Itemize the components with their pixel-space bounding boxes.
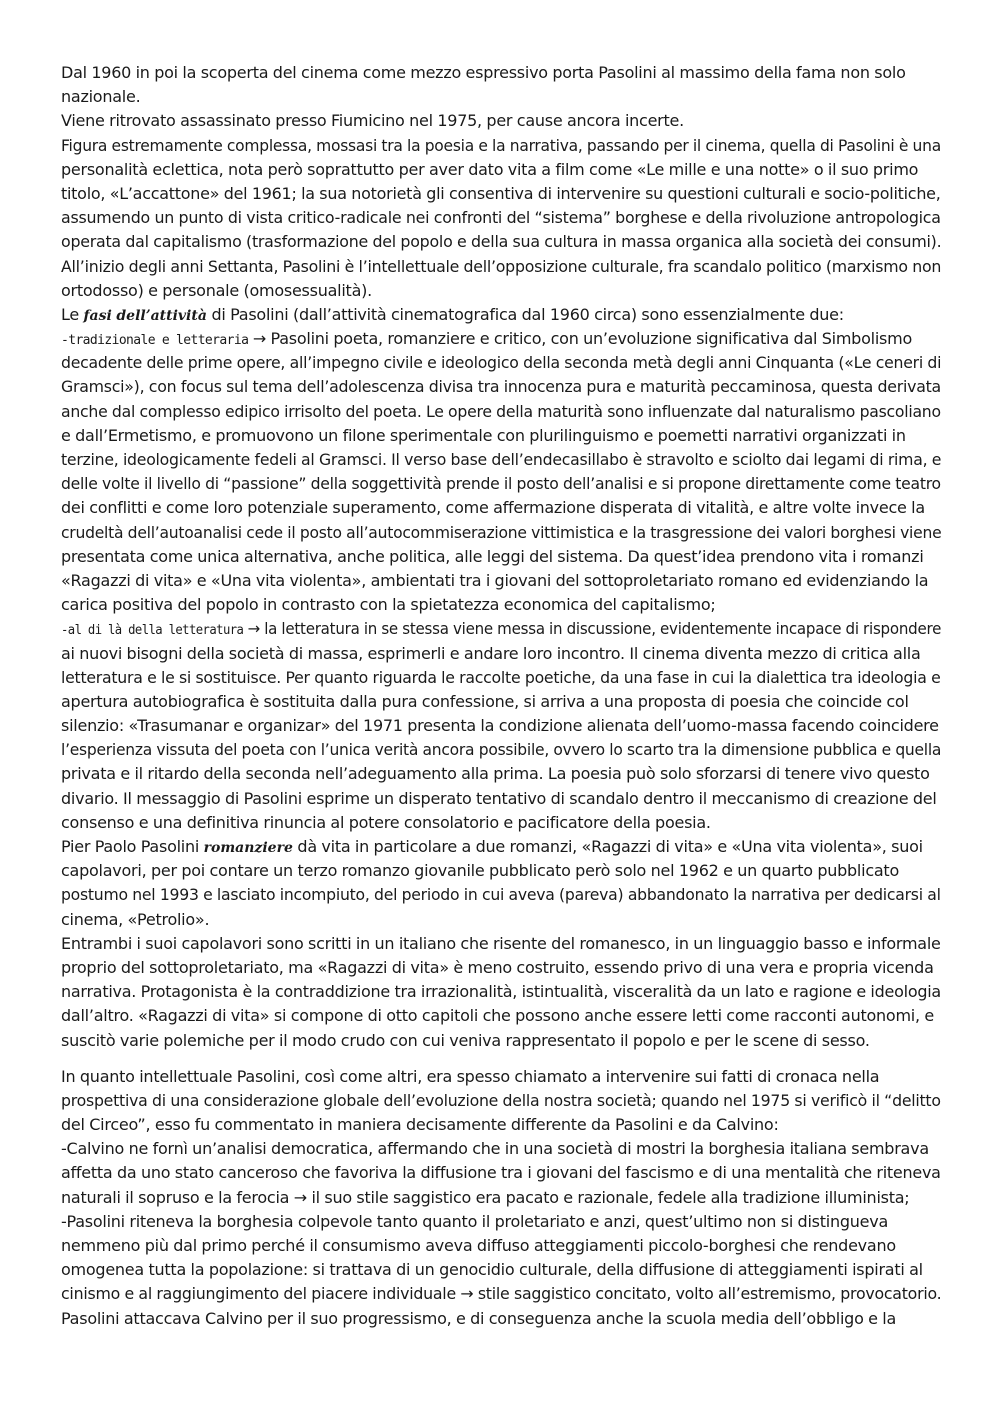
text-line: consenso e una definitiva rinuncia al potere consolatorio e pacificatore della poesia. bbox=[61, 812, 711, 832]
text-run: di Pasolini (dall’attività cinematografica dal 1960 circa) sono essenzialmente due: bbox=[206, 304, 844, 324]
text-line: -Pasolini riteneva la borghesia colpevole tanto quanto il proletariato e anzi, quest’ultimo non si distingueva bbox=[61, 1211, 889, 1231]
text-line: assumendo un punto di vista critico-radicale nei confronti del “sistema” borghese e della rivoluzione antropologica bbox=[61, 208, 941, 228]
text-line: personalità eclettica, nota però soprattutto per aver dato vita a film come «Le mille e una notte» o il suo primo bbox=[61, 159, 919, 179]
text-line: decadente delle prime opere, all’impegno civile e ideologico della seconda metà degli anni Cinquanta («Le ceneri di bbox=[61, 353, 942, 373]
line-fasi bbox=[61, 303, 941, 327]
text-line: divario. Il messaggio di Pasolini esprime un disperato tentativo di scandalo dentro il meccanismo di creazione del bbox=[61, 788, 937, 808]
text-line: privata e il ritardo della seconda nell’adeguamento alla prima. La poesia può solo sforzarsi di tenere vivo questo bbox=[61, 764, 930, 784]
text-run: dà vita in particolare a due romanzi, «Ragazzi di vita» e «Una vita violenta», suoi bbox=[292, 837, 923, 856]
text-line: capolavori, per poi contare un terzo romanzo giovanile pubblicato però solo nel 1962 e un quarto pubblicato bbox=[61, 861, 899, 881]
handwritten-heading-romanziere: romanziere bbox=[203, 840, 293, 856]
handwritten-heading-al-di-la: -al di là della letteratura bbox=[61, 623, 244, 639]
text-line: Pasolini attaccava Calvino per il suo progressismo, e di conseguenza anche la scuola media dell’obbligo e la bbox=[61, 1308, 897, 1328]
handwritten-heading-fasi: fasi dell’attività bbox=[83, 307, 207, 324]
line-tradizionale bbox=[61, 327, 941, 351]
text-line: delle volte il livello di “passione” della soggettività prende il posto dell’analisi e si propone direttamente come teatro bbox=[61, 474, 941, 494]
text-line: silenzio: «Trasumanar e organizar» del 1971 presenta la condizione alienata dell’uomo-massa facendo coincidere bbox=[61, 716, 939, 736]
text-line: omogenea tutta la popolazione: si trattava di un genocidio culturale, della diffusione di atteggiamenti ispirati al bbox=[61, 1260, 923, 1280]
text-line: Gramsci»), con focus sul tema dell’adolescenza divisa tra innocenza pura e maturità peccaminosa, questa derivata bbox=[61, 377, 941, 397]
text-line: «Ragazzi di vita» e «Una vita violenta», ambientati tra i giovani del sottoproletariato romano ed evidenziando la bbox=[61, 570, 929, 590]
text-line: operata dal capitalismo (trasformazione del popolo e della sua cultura in massa organica alla società dei consumi). bbox=[61, 232, 942, 252]
text-line: In quanto intellettuale Pasolini, così come altri, era spesso chiamato a intervenire sui fatti di cronaca nella bbox=[61, 1066, 880, 1086]
text-run: Pier Paolo Pasolini bbox=[61, 837, 204, 856]
text-line: ortodosso) e personale (omosessualità). bbox=[61, 280, 372, 300]
text-line: del Circeo”, esso fu commentato in maniera decisamente differente da Pasolini e da Calvino: bbox=[61, 1115, 779, 1135]
text-line: cinema, «Petrolio». bbox=[61, 909, 210, 929]
text-line: l’esperienza vissuta del poeta con l’unica verità ancora possibile, ovvero lo scarto tra la dimensione pubblica e quella bbox=[61, 740, 942, 760]
text-line: dall’altro. «Ragazzi di vita» si compone di otto capitoli che possono anche essere letti come racconti autonomi, e bbox=[61, 1006, 934, 1026]
text-line: letteratura e le si sostituisce. Per quanto riguarda le raccolte poetiche, da una fase in cui la dialettica tra ideologia e bbox=[61, 667, 941, 687]
text-line: cinismo e al raggiungimento del piacere individuale → stile saggistico concitato, volto all’estremismo, provocatorio. bbox=[61, 1284, 942, 1304]
text-line: Entrambi i suoi capolavori sono scritti in un italiano che risente del romanesco, in un linguaggio basso e informale bbox=[61, 933, 941, 953]
text-line: nazionale. bbox=[61, 87, 141, 107]
paragraph-gap bbox=[61, 1053, 941, 1065]
text-run: → Pasolini poeta, romanziere e critico, con un’evoluzione significativa dal Simbolismo bbox=[248, 329, 912, 349]
text-line: e dall’Ermetismo, e promuovono un filone sperimentale con plurilinguismo e poemetti narrativi organizzati in bbox=[61, 425, 906, 445]
text-run: → la letteratura in se stessa viene messa in discussione, evidentemente incapace di rispondere bbox=[243, 619, 942, 639]
text-line: dei conflitti e come loro potenziale superamento, come affermazione disperata di vitalità, e altre volte invece la bbox=[61, 498, 925, 518]
text-line: ai nuovi bisogni della società di massa, esprimerli e andare loro incontro. Il cinema diventa mezzo di critica alla bbox=[61, 643, 921, 663]
handwritten-heading-tradizionale: -tradizionale e letteraria bbox=[61, 333, 249, 349]
text-line: -Calvino ne fornì un’analisi democratica, affermando che in una società di mostri la borghesia italiana sembrava bbox=[61, 1139, 929, 1159]
line-al-di-la bbox=[61, 617, 942, 641]
text-line: nemmeno più dal primo perché il consumismo aveva diffuso atteggiamenti piccolo-borghesi che rendevano bbox=[61, 1236, 896, 1255]
paragraph-tradizionale bbox=[61, 351, 941, 617]
text-line: carica positiva del popolo in contrasto con la spietatezza economica del capitalismo; bbox=[61, 595, 716, 615]
body-text bbox=[61, 61, 941, 1331]
text-line: naturali il sopruso e la ferocia → il suo stile saggistico era pacato e razionale, fedele alla tradizione illuminista; bbox=[61, 1187, 910, 1207]
text-line: titolo, «L’accattone» del 1961; la sua notorietà gli consentiva di intervenire su questioni culturali e socio-politiche, bbox=[61, 183, 941, 203]
text-line: crudeltà dell’autoanalisi cede il posto all’autocommiserazione vittimistica e la trasgressione dei valori borghesi viene bbox=[61, 522, 942, 542]
text-line: narrativa. Protagonista è la contraddizione tra irrazionalità, istintualità, visceralità da un lato e ragione e ideologia bbox=[61, 982, 941, 1002]
paragraph-intro bbox=[61, 61, 941, 303]
text-line: anche dal complesso edipico irrisolto del poeta. Le opere della maturità sono influenzate dal naturalismo pascoliano bbox=[61, 401, 941, 421]
line-romanziere bbox=[61, 835, 941, 859]
text-line: apertura autobiografica è sostituita dalla pura confessione, si arriva a una proposta di poesia che coincide col bbox=[61, 691, 909, 711]
text-line: All’inizio degli anni Settanta, Pasolini è l’intellettuale dell’opposizione culturale, fra scandalo politico (marxismo non bbox=[61, 256, 942, 276]
paragraph-al-di-la bbox=[61, 642, 941, 836]
text-line: postumo nel 1993 e lasciato incompiuto, del periodo in cui aveva (pareva) abbandonato la narrativa per dedicarsi al bbox=[61, 885, 941, 905]
paragraph-romanzi bbox=[61, 859, 941, 1053]
paragraph-calvino-pasolini bbox=[61, 1065, 941, 1331]
text-line: suscitò varie polemiche per il modo crudo con cui veniva rappresentato il popolo e per le scene di sesso. bbox=[61, 1030, 870, 1050]
text-run: Le bbox=[61, 304, 84, 324]
text-line: presentata come unica alternativa, anche politica, alle leggi del sistema. Da quest’idea prendono vita i romanzi bbox=[61, 546, 924, 566]
text-line: terzine, ideologicamente fedeli al Gramsci. Il verso base dell’endecasillabo è stravolto e sciolto dai legami di rima, e bbox=[61, 450, 942, 469]
text-line: Dal 1960 in poi la scoperta del cinema come mezzo espressivo porta Pasolini al massimo della fama non solo bbox=[61, 63, 906, 82]
text-line: prospettiva di una considerazione globale dell’evoluzione della nostra società; quando nel 1975 si verificò il “delitto bbox=[61, 1090, 941, 1110]
text-line: Figura estremamente complessa, mossasi tra la poesia e la narrativa, passando per il cinema, quella di Pasolini è una bbox=[61, 135, 941, 155]
text-line: proprio del sottoproletariato, ma «Ragazzi di vita» è meno costruito, essendo privo di una vera e propria vicenda bbox=[61, 957, 934, 977]
text-line: Viene ritrovato assassinato presso Fiumicino nel 1975, per cause ancora incerte. bbox=[61, 111, 684, 131]
text-line: affetta da uno stato canceroso che favoriva la diffusione tra i giovani del fascismo e di una mentalità che riteneva bbox=[61, 1163, 941, 1183]
